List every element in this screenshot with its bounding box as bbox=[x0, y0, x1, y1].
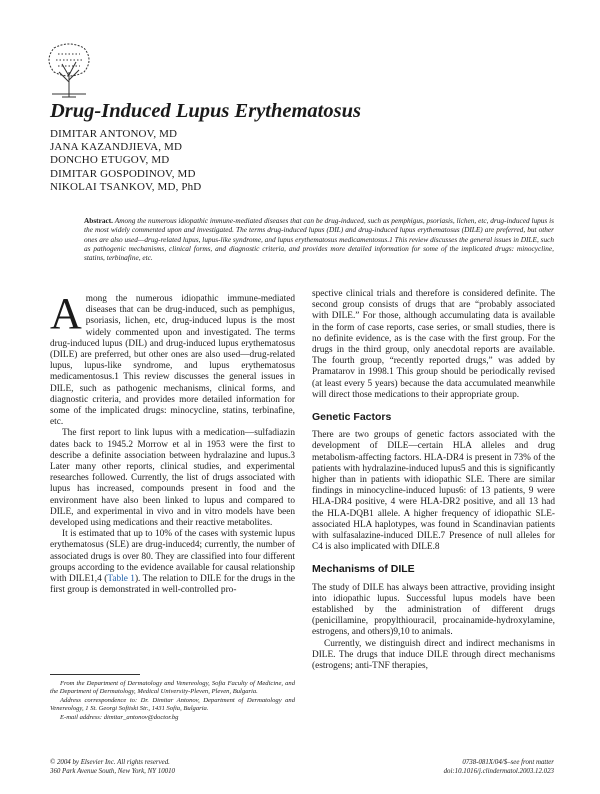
author-name: DIMITAR GOSPODINOV, MD bbox=[50, 167, 196, 180]
abstract-text: Among the numerous idiopathic immune-mediated diseases that can be drug-induced, such as pemphigus, psoriasis, lichen, etc, drug-induced lupus is the most widely commented upon and investigated. The terms drug-induced lupus (DIL) and drug-induced lupus erythematosus (DILE) are preferred, but other ones are also used—drug-related lupus, lupus-like syndrome, and lupus erythematosus medicamentosus.1 This review discusses the general issues in DILE, such as pathogenic mechanisms, clinical forms, and diagnostic criteria, and provides more detailed information for some of the implicated drugs: minocycline, statins, terbinafine, etc. bbox=[84, 216, 555, 263]
body-paragraph: There are two groups of genetic factors associated with the development of DILE—certain HLA alleles and drug metabolism-affecting factors. HLA-DR4 is present in 73% of the patients with hydralazine-induced lupus5 and this is significantly higher than in patients with idiopathic SLE. There are similar findings in minocycline-induced lupus6: of 13 patients, 9 were HLA-DR4 positive, 4 were HLA-DR2 positive, and all 13 had the HLA-DQB1 allele. A higher frequency of idiopathic SLE-associated HLA haplotypes, was found in Scandinavian patients with sulfasalazine-induced DILE.7 Presence of null alleles for C4 is also implicated with DILE.8 bbox=[312, 430, 555, 553]
doi-footer bbox=[444, 759, 554, 776]
author-name: NIKOLAI TSANKOV, MD, PhD bbox=[50, 180, 202, 193]
article-title: Drug-Induced Lupus Erythematosus bbox=[50, 100, 361, 122]
section-heading: Genetic Factors bbox=[312, 411, 392, 424]
publisher-address: 360 Park Avenue South, New York, NY 10010 bbox=[50, 767, 175, 775]
publisher-footer bbox=[50, 759, 175, 776]
issn: 0738-081X/04/$–see front matter bbox=[462, 759, 554, 766]
footnote-email: E-mail address: dimitar_antonov@doctor.bg bbox=[60, 713, 179, 721]
body-paragraph: The study of DILE has always been attractive, providing insight into idiopathic lupus. Successful lupus models have been established by the administration of different drugs (penicillamine, propylthiouracil, procainamide-hydroxylamine, estrogens, and others)9,10 to animals. bbox=[312, 582, 555, 638]
author-list bbox=[50, 128, 201, 194]
body-paragraph: It is estimated that up to 10% of the cases with systemic lupus erythematosus (SLE) are drug-induced4; currently, the number of associated drugs is over 80. They are classified into four different groups according to the evidence available for causal relationship with DILE1,4 (Table 1). The relation to DILE for the drugs in the first group is demonstrated in well-controlled pro- bbox=[50, 529, 295, 596]
intro-paragraph: mong the numerous idiopathic immune-mediated diseases that can be drug-induced, such as pemphigus, psoriasis, lichen, etc, drug-induced lupus is the most widely commented upon and investigated. The terms drug-induced lupus (DIL) and drug-induced lupus erythematosus (DILE) are preferred, but other ones are also used—drug-related lupus, lupus-like syndrome, and lupus erythematosus medicamentosus.1 This review discusses the general issues in DILE, such as pathogenic mechanisms, clinical forms, and diagnostic criteria, and provides more detailed information for some of the implicated drugs: minocycline, statins, terbinafine, etc. bbox=[50, 294, 295, 428]
author-name: DONCHO ETUGOV, MD bbox=[50, 154, 170, 167]
footnote: Address correspondence to: Dr. Dimitar Antonov, Department of Dermatology and Venereology, 1 St. Georgi Sofiiski Str., 1431 Sofia, Bulgaria. bbox=[50, 696, 295, 713]
footnote: From the Department of Dermatology and Venereology, Sofia Faculty of Medicine, and the Department of Dermatology, Medical University-Pleven, Pleven, Bulgaria. bbox=[50, 680, 295, 696]
author-name: JANA KAZANDJIEVA, MD bbox=[50, 141, 183, 154]
right-column bbox=[312, 289, 555, 672]
footnote-divider bbox=[50, 674, 140, 675]
body-paragraph: Currently, we distinguish direct and indirect mechanisms in DILE. The drugs that induce DILE through direct mechanisms (estrogens; anti-TNF therapies, bbox=[312, 638, 555, 672]
section-heading: Mechanisms of DILE bbox=[312, 563, 415, 576]
abstract-label: Abstract. bbox=[84, 216, 113, 225]
doi: doi:10.1016/j.clindermatol.2003.12.023 bbox=[443, 767, 554, 775]
elsevier-tree-logo bbox=[44, 42, 94, 100]
table-1-link[interactable]: Table 1 bbox=[107, 574, 135, 585]
body-paragraph: The first report to link lupus with a medication—sulfadiazin dates back to 1945.2 Morrow et al in 1953 were the first to describe a definite association between hydralazine and lupus.3 Later many other reports, clinical studies, and experimental researches followed. Currently, the list of drugs associated with lupus has increased, compounds present in food and the environment have also been linked to lupus and compared to DILE, and experimental in vivo and in vitro models have been developed using medications and their reactive metabolites. bbox=[50, 428, 295, 529]
footnotes bbox=[50, 680, 295, 722]
copyright: © 2004 by Elsevier Inc. All rights reserved. bbox=[50, 759, 170, 766]
body-paragraph: spective clinical trials and therefore is considered definite. The second group consists of drugs that are “probably associated with DILE.” For those, although accumulating data is available in the form of case reports, case series, or small studies, there is no definite evidence, as is the case with the first group. For the drugs in the third group, only anecdotal reports are available. The fourth group, “recently reported drugs,” was added by Pramatarov in 1998.1 This group should be periodically revised (at least every 5 years) because the data accumulated meanwhile will direct those medications to their appropriate group. bbox=[312, 289, 555, 400]
drop-cap: A bbox=[50, 289, 82, 338]
left-column bbox=[50, 289, 295, 596]
author-name: DIMITAR ANTONOV, MD bbox=[50, 128, 178, 140]
abstract bbox=[84, 216, 554, 262]
